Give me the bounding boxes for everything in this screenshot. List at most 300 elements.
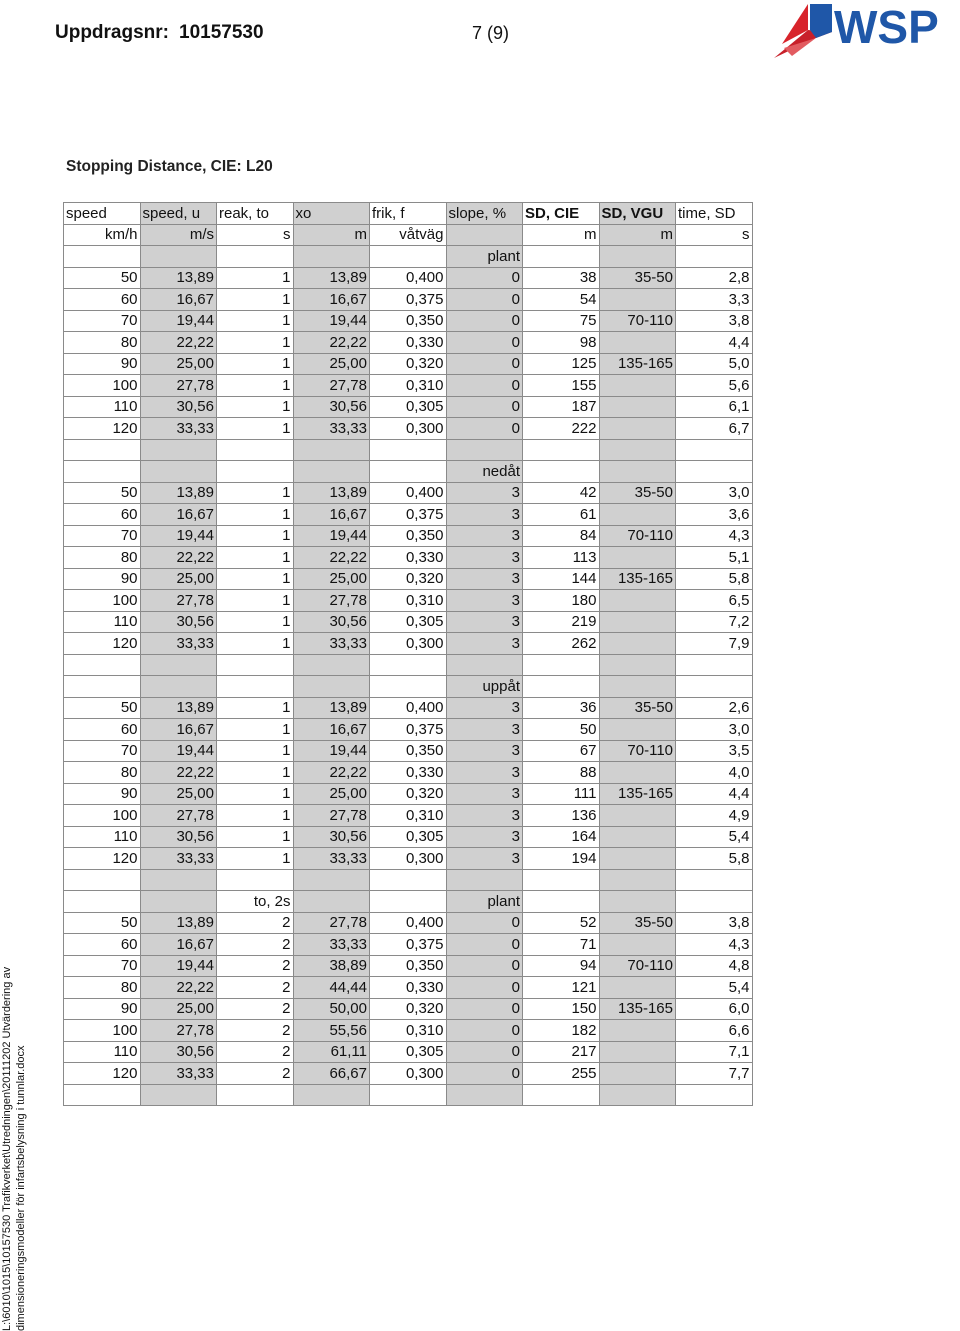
table-cell: 0: [446, 375, 523, 397]
table-cell: 120: [64, 848, 141, 870]
table-cell: 19,44: [293, 310, 370, 332]
table-cell: 5,8: [676, 848, 753, 870]
table-cell: 1: [217, 482, 294, 504]
table-cell: 1: [217, 525, 294, 547]
table-cell: 0,300: [370, 1063, 447, 1085]
table-row: [64, 332, 753, 354]
table-cell: 110: [64, 611, 141, 633]
empty-cell: [523, 439, 600, 461]
table-cell: [370, 461, 447, 483]
table-cell: 27,78: [140, 1020, 217, 1042]
table-cell: 0,300: [370, 633, 447, 655]
table-cell: 2: [217, 1063, 294, 1085]
table-cell: 1: [217, 783, 294, 805]
table-cell: 13,89: [293, 267, 370, 289]
table-row: [64, 977, 753, 999]
table-cell: 0: [446, 955, 523, 977]
table-cell: 1: [217, 547, 294, 569]
table-cell: [599, 590, 676, 612]
empty-cell: [140, 1084, 217, 1106]
table-cell: [370, 246, 447, 268]
table-cell: 38: [523, 267, 600, 289]
table-cell: 71: [523, 934, 600, 956]
empty-cell: [676, 1084, 753, 1106]
section-label: uppåt: [446, 676, 523, 698]
table-cell: 1: [217, 697, 294, 719]
empty-cell: [599, 654, 676, 676]
table-cell: 33,33: [140, 848, 217, 870]
table-cell: 50: [64, 267, 141, 289]
empty-cell: [446, 654, 523, 676]
empty-cell: [370, 654, 447, 676]
table-row: [64, 1063, 753, 1085]
table-cell: 1: [217, 418, 294, 440]
table-cell: 42: [523, 482, 600, 504]
table-cell: 1: [217, 568, 294, 590]
assignment-label: Uppdragsnr:: [55, 22, 169, 43]
table-cell: 30,56: [140, 826, 217, 848]
empty-cell: [293, 439, 370, 461]
table-cell: 100: [64, 1020, 141, 1042]
table-cell: 0,400: [370, 482, 447, 504]
table-cell: [676, 676, 753, 698]
table-cell: 0: [446, 332, 523, 354]
table-row: [64, 353, 753, 375]
table-cell: 7,2: [676, 611, 753, 633]
table-row: [64, 783, 753, 805]
spacer-row: [64, 1084, 753, 1106]
table-cell: 0: [446, 267, 523, 289]
file-path-line-1: L:\6010\1015\10157530 Trafikverket\Utredningen\20111202 Utvärdering av: [1, 966, 13, 1331]
table-row: [64, 633, 753, 655]
table-cell: 33,33: [293, 418, 370, 440]
table-cell: 0,305: [370, 1041, 447, 1063]
table-cell: 222: [523, 418, 600, 440]
column-header: speed: [64, 203, 141, 225]
table-cell: 255: [523, 1063, 600, 1085]
table-cell: 0,375: [370, 934, 447, 956]
table-cell: 0,305: [370, 611, 447, 633]
table-cell: 25,00: [293, 353, 370, 375]
table-cell: 70: [64, 955, 141, 977]
table-cell: 6,1: [676, 396, 753, 418]
table-row: [64, 912, 753, 934]
empty-cell: [523, 869, 600, 891]
column-header: reak, to: [217, 203, 294, 225]
empty-cell: [446, 869, 523, 891]
empty-cell: [599, 1084, 676, 1106]
table-cell: 13,89: [293, 482, 370, 504]
table-cell: [64, 461, 141, 483]
table-cell: 120: [64, 1063, 141, 1085]
section-label-row: [64, 246, 753, 268]
table-cell: 0: [446, 289, 523, 311]
table-row: [64, 525, 753, 547]
table-cell: [599, 246, 676, 268]
table-cell: 0,310: [370, 590, 447, 612]
table-cell: 3,5: [676, 740, 753, 762]
table-row: [64, 310, 753, 332]
empty-cell: [523, 1084, 600, 1106]
table-cell: 3,0: [676, 719, 753, 741]
empty-cell: [64, 1084, 141, 1106]
empty-cell: [370, 439, 447, 461]
table-cell: 0: [446, 310, 523, 332]
table-cell: [370, 891, 447, 913]
section-sublabel: [217, 461, 294, 483]
table-cell: 0,330: [370, 977, 447, 999]
table-cell: 22,22: [140, 762, 217, 784]
table-cell: 0,310: [370, 375, 447, 397]
table-cell: 80: [64, 332, 141, 354]
table-cell: 1: [217, 762, 294, 784]
assignment-number: [55, 22, 264, 44]
table-cell: 0,375: [370, 289, 447, 311]
table-cell: 2,8: [676, 267, 753, 289]
table-cell: 1: [217, 289, 294, 311]
table-cell: 0,320: [370, 568, 447, 590]
table-cell: [293, 676, 370, 698]
table-cell: 219: [523, 611, 600, 633]
table-cell: 33,33: [140, 1063, 217, 1085]
table-cell: 19,44: [293, 740, 370, 762]
table-cell: 0,310: [370, 1020, 447, 1042]
table-cell: 30,56: [293, 826, 370, 848]
table-cell: [140, 246, 217, 268]
table-cell: 27,78: [140, 375, 217, 397]
table-cell: 54: [523, 289, 600, 311]
table-cell: 187: [523, 396, 600, 418]
wsp-logo-icon: [770, 0, 960, 62]
table-cell: 33,33: [140, 418, 217, 440]
table-row: [64, 848, 753, 870]
table-cell: 0: [446, 353, 523, 375]
empty-cell: [217, 439, 294, 461]
table-cell: [293, 246, 370, 268]
table-cell: 0,320: [370, 783, 447, 805]
empty-cell: [64, 439, 141, 461]
table-cell: 7,7: [676, 1063, 753, 1085]
table-cell: 135-165: [599, 568, 676, 590]
table-cell: 22,22: [293, 762, 370, 784]
unit-cell: m: [599, 224, 676, 246]
table-cell: [293, 891, 370, 913]
empty-cell: [293, 654, 370, 676]
table-cell: 0: [446, 912, 523, 934]
table-cell: 0,320: [370, 353, 447, 375]
table-cell: 164: [523, 826, 600, 848]
empty-cell: [140, 654, 217, 676]
table-cell: 16,67: [140, 934, 217, 956]
table-cell: 180: [523, 590, 600, 612]
table-cell: 0,350: [370, 525, 447, 547]
table-units-row: [64, 224, 753, 246]
unit-cell: m: [293, 224, 370, 246]
table-cell: [599, 332, 676, 354]
empty-cell: [64, 869, 141, 891]
table-cell: 3: [446, 719, 523, 741]
table-row: [64, 740, 753, 762]
table-cell: 19,44: [293, 525, 370, 547]
table-cell: 27,78: [140, 805, 217, 827]
table-cell: [64, 891, 141, 913]
table-cell: 0: [446, 396, 523, 418]
table-cell: 4,3: [676, 934, 753, 956]
table-cell: 98: [523, 332, 600, 354]
table-cell: 4,0: [676, 762, 753, 784]
table-row: [64, 547, 753, 569]
table-cell: 0: [446, 1020, 523, 1042]
column-header: SD, VGU: [599, 203, 676, 225]
table-cell: 0,350: [370, 740, 447, 762]
table-cell: [599, 977, 676, 999]
table-cell: [599, 396, 676, 418]
table-cell: 16,67: [293, 289, 370, 311]
table-cell: [599, 504, 676, 526]
table-cell: 67: [523, 740, 600, 762]
table-cell: 3: [446, 633, 523, 655]
table-cell: 2: [217, 998, 294, 1020]
table-cell: 80: [64, 762, 141, 784]
table-cell: 2: [217, 955, 294, 977]
table-cell: 84: [523, 525, 600, 547]
table-cell: 4,8: [676, 955, 753, 977]
column-header: frik, f: [370, 203, 447, 225]
section-sublabel: [217, 246, 294, 268]
table-cell: 16,67: [140, 719, 217, 741]
table-cell: 121: [523, 977, 600, 999]
table-cell: 60: [64, 719, 141, 741]
table-cell: 4,4: [676, 783, 753, 805]
table-cell: 0,400: [370, 912, 447, 934]
table-cell: 16,67: [293, 504, 370, 526]
table-header-row: [64, 203, 753, 225]
table-cell: 19,44: [140, 310, 217, 332]
table-cell: 1: [217, 267, 294, 289]
table-cell: [64, 676, 141, 698]
table-cell: 3: [446, 504, 523, 526]
table-cell: 30,56: [140, 396, 217, 418]
table-cell: [599, 547, 676, 569]
table-cell: 22,22: [293, 547, 370, 569]
table-cell: 35-50: [599, 482, 676, 504]
table-cell: 33,33: [293, 934, 370, 956]
table-cell: 100: [64, 590, 141, 612]
table-cell: [599, 891, 676, 913]
table-cell: [140, 676, 217, 698]
table-cell: [599, 1020, 676, 1042]
table-cell: 120: [64, 633, 141, 655]
table-cell: 16,67: [140, 289, 217, 311]
table-cell: 90: [64, 783, 141, 805]
table-cell: 30,56: [293, 611, 370, 633]
table-cell: [370, 676, 447, 698]
column-header: slope, %: [446, 203, 523, 225]
table-cell: 3: [446, 762, 523, 784]
table-row: [64, 805, 753, 827]
table-cell: 0,350: [370, 310, 447, 332]
table-cell: [523, 891, 600, 913]
table-cell: 70: [64, 525, 141, 547]
table-cell: 4,4: [676, 332, 753, 354]
table-cell: 25,00: [293, 568, 370, 590]
table-cell: 7,9: [676, 633, 753, 655]
table-cell: 27,78: [293, 375, 370, 397]
table-cell: 1: [217, 848, 294, 870]
table-cell: 2: [217, 1020, 294, 1042]
table-cell: 1: [217, 805, 294, 827]
table-cell: 3: [446, 547, 523, 569]
table-cell: [676, 461, 753, 483]
column-header: SD, CIE: [523, 203, 600, 225]
table-cell: 38,89: [293, 955, 370, 977]
table-cell: [140, 461, 217, 483]
table-cell: 5,6: [676, 375, 753, 397]
table-cell: [599, 934, 676, 956]
table-cell: [599, 826, 676, 848]
logo-text: WSP: [834, 1, 939, 53]
table-row: [64, 418, 753, 440]
empty-cell: [293, 1084, 370, 1106]
table-cell: 33,33: [293, 848, 370, 870]
table-cell: 1: [217, 719, 294, 741]
table-cell: 50: [523, 719, 600, 741]
table-cell: 75: [523, 310, 600, 332]
table-cell: 50,00: [293, 998, 370, 1020]
table-cell: 66,67: [293, 1063, 370, 1085]
table-cell: 135-165: [599, 998, 676, 1020]
table-cell: 19,44: [140, 525, 217, 547]
table-cell: 90: [64, 353, 141, 375]
table-cell: [599, 719, 676, 741]
table-row: [64, 396, 753, 418]
table-cell: 16,67: [140, 504, 217, 526]
column-header: speed, u: [140, 203, 217, 225]
table-cell: 1: [217, 332, 294, 354]
table-cell: 60: [64, 934, 141, 956]
table-row: [64, 762, 753, 784]
table-cell: [599, 1063, 676, 1085]
unit-cell: s: [676, 224, 753, 246]
table-cell: 13,89: [140, 482, 217, 504]
section-label: nedåt: [446, 461, 523, 483]
file-path-footer: [0, 951, 28, 1331]
table-cell: 3: [446, 525, 523, 547]
table-cell: 25,00: [140, 783, 217, 805]
empty-cell: [676, 869, 753, 891]
table-cell: 5,0: [676, 353, 753, 375]
table-cell: 5,1: [676, 547, 753, 569]
table-cell: 144: [523, 568, 600, 590]
empty-cell: [599, 439, 676, 461]
table-cell: 3: [446, 805, 523, 827]
table-cell: 6,0: [676, 998, 753, 1020]
table-cell: 0,330: [370, 547, 447, 569]
spacer-row: [64, 654, 753, 676]
table-cell: 27,78: [293, 590, 370, 612]
table-cell: 0: [446, 998, 523, 1020]
table-row: [64, 611, 753, 633]
table-cell: [599, 805, 676, 827]
table-cell: 0,330: [370, 332, 447, 354]
table-cell: 61,11: [293, 1041, 370, 1063]
table-row: [64, 267, 753, 289]
table-cell: 1: [217, 611, 294, 633]
file-path-line-2: dimensioneringsmodeller för infartsbelysning i tunnlar.docx: [15, 1045, 27, 1331]
table-cell: 1: [217, 310, 294, 332]
table-cell: [523, 461, 600, 483]
empty-cell: [217, 1084, 294, 1106]
table-cell: 0,305: [370, 396, 447, 418]
table-cell: 110: [64, 1041, 141, 1063]
table-cell: 60: [64, 289, 141, 311]
table-cell: 70: [64, 740, 141, 762]
table-cell: 0,375: [370, 719, 447, 741]
table-cell: 13,89: [140, 697, 217, 719]
table-cell: 100: [64, 375, 141, 397]
table-cell: 1: [217, 590, 294, 612]
spacer-row: [64, 869, 753, 891]
table-cell: 35-50: [599, 697, 676, 719]
table-cell: 0,400: [370, 267, 447, 289]
table-cell: 13,89: [140, 267, 217, 289]
table-cell: 0: [446, 418, 523, 440]
table-cell: [676, 891, 753, 913]
table-cell: 3: [446, 697, 523, 719]
table-cell: 3: [446, 848, 523, 870]
table-row: [64, 289, 753, 311]
unit-cell: s: [217, 224, 294, 246]
empty-cell: [599, 869, 676, 891]
table-cell: 135-165: [599, 353, 676, 375]
empty-cell: [217, 654, 294, 676]
table-cell: 55,56: [293, 1020, 370, 1042]
table-cell: 70-110: [599, 310, 676, 332]
table-cell: 120: [64, 418, 141, 440]
table-row: [64, 482, 753, 504]
table-cell: 0: [446, 934, 523, 956]
table-cell: 125: [523, 353, 600, 375]
table-cell: 13,89: [140, 912, 217, 934]
table-cell: [599, 289, 676, 311]
table-cell: 1: [217, 740, 294, 762]
table-cell: 13,89: [293, 697, 370, 719]
empty-cell: [676, 654, 753, 676]
table-cell: 6,5: [676, 590, 753, 612]
table-cell: [64, 246, 141, 268]
table-cell: [676, 246, 753, 268]
empty-cell: [370, 1084, 447, 1106]
table-row: [64, 955, 753, 977]
table-cell: 3,6: [676, 504, 753, 526]
table-cell: 80: [64, 977, 141, 999]
table-cell: 90: [64, 998, 141, 1020]
section-label-row: [64, 676, 753, 698]
table-cell: 0,300: [370, 418, 447, 440]
table-cell: 25,00: [293, 783, 370, 805]
table-row: [64, 697, 753, 719]
table-cell: 0: [446, 1041, 523, 1063]
figure-caption: Stopping Distance, CIE: L20: [66, 158, 273, 175]
table-row: [64, 934, 753, 956]
table-cell: 88: [523, 762, 600, 784]
section-label-row: [64, 891, 753, 913]
table-cell: 30,56: [140, 1041, 217, 1063]
table-cell: 6,7: [676, 418, 753, 440]
table-cell: 0,305: [370, 826, 447, 848]
table-cell: 155: [523, 375, 600, 397]
table-cell: 3,8: [676, 310, 753, 332]
